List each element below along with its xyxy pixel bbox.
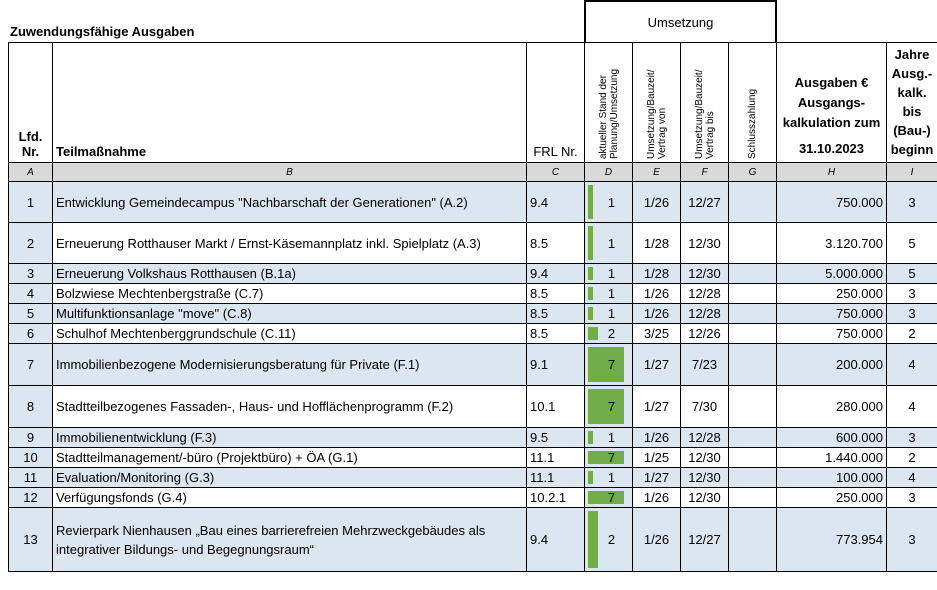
table-row [9, 304, 937, 324]
header-frl-nr[interactable]: FRL Nr. [527, 43, 585, 163]
col-letter-e: E [633, 163, 681, 182]
row-teilmassnahme[interactable]: Entwicklung Gemeindecampus "Nachbarschaft der Generationen" (A.2) [53, 182, 527, 223]
row-bis[interactable]: 12/26 [681, 324, 729, 344]
row-ausgaben[interactable]: 750.000 [777, 182, 887, 223]
row-ausgaben[interactable]: 280.000 [777, 386, 887, 428]
table-row [9, 223, 937, 264]
row-jahre[interactable]: 4 [887, 344, 937, 386]
row-teilmassnahme[interactable]: Immobilienbezogene Modernisierungsberatung für Private (F.1) [53, 344, 527, 386]
row-frl[interactable]: 11.1 [527, 468, 585, 488]
row-bis[interactable]: 12/30 [681, 223, 729, 264]
row-frl[interactable]: 9.4 [527, 508, 585, 572]
table-row [9, 264, 937, 284]
row-stand[interactable] [585, 182, 633, 223]
row-ausgaben[interactable]: 750.000 [777, 324, 887, 344]
table-row [9, 344, 937, 386]
col-letter-g: G [729, 163, 777, 182]
row-bis[interactable]: 12/30 [681, 448, 729, 468]
row-nr[interactable]: 3 [9, 264, 53, 284]
col-letter-f: F [681, 163, 729, 182]
stand-value: 7 [607, 450, 616, 465]
row-teilmassnahme[interactable]: Erneuerung Rotthauser Markt / Ernst-Käsemannplatz inkl. Spielplatz (A.3) [53, 223, 527, 264]
header-jahre[interactable]: Jahre Ausg.-kalk. bis (Bau-) beginn [887, 43, 937, 163]
row-teilmassnahme[interactable]: Verfügungsfonds (G.4) [53, 488, 527, 508]
col-letter-h: H [777, 163, 887, 182]
header-lfd-nr[interactable]: Lfd. Nr. [9, 43, 53, 163]
row-nr[interactable]: 7 [9, 344, 53, 386]
row-von[interactable]: 1/27 [633, 468, 681, 488]
row-stand[interactable] [585, 324, 633, 344]
row-frl[interactable]: 8.5 [527, 324, 585, 344]
row-von[interactable]: 1/28 [633, 264, 681, 284]
row-jahre[interactable]: 2 [887, 448, 937, 468]
umsetzung-label: Umsetzung [647, 15, 714, 30]
table-row [9, 468, 937, 488]
row-stand[interactable] [585, 488, 633, 508]
row-bis[interactable]: 12/28 [681, 284, 729, 304]
row-von[interactable]: 1/27 [633, 386, 681, 428]
row-schlusszahlung[interactable] [729, 284, 777, 304]
row-jahre[interactable]: 3 [887, 488, 937, 508]
stand-value: 7 [607, 399, 616, 414]
stand-value: 1 [607, 430, 616, 445]
row-stand[interactable] [585, 448, 633, 468]
budget-table [8, 42, 937, 572]
row-von[interactable]: 3/25 [633, 324, 681, 344]
row-bis[interactable]: 12/30 [681, 468, 729, 488]
row-teilmassnahme[interactable]: Schulhof Mechtenberggrundschule (C.11) [53, 324, 527, 344]
row-ausgaben[interactable]: 773.954 [777, 508, 887, 572]
row-jahre[interactable]: 5 [887, 223, 937, 264]
row-schlusszahlung[interactable] [729, 264, 777, 284]
row-bis[interactable]: 12/30 [681, 488, 729, 508]
row-nr[interactable]: 12 [9, 488, 53, 508]
row-von[interactable]: 1/27 [633, 344, 681, 386]
row-jahre[interactable]: 2 [887, 324, 937, 344]
row-bis[interactable]: 12/27 [681, 508, 729, 572]
row-stand[interactable] [585, 223, 633, 264]
header-stand[interactable]: aktueller Stand der Planung/Umsetzung [585, 43, 633, 163]
row-teilmassnahme[interactable]: Stadtteilmanagement/-büro (Projektbüro) + ÖA (G.1) [53, 448, 527, 468]
row-teilmassnahme[interactable]: Evaluation/Monitoring (G.3) [53, 468, 527, 488]
row-von[interactable]: 1/26 [633, 284, 681, 304]
row-bis[interactable]: 12/27 [681, 182, 729, 223]
row-jahre[interactable]: 3 [887, 182, 937, 223]
table-row [9, 284, 937, 304]
row-von[interactable]: 1/26 [633, 182, 681, 223]
row-jahre[interactable]: 3 [887, 428, 937, 448]
row-ausgaben[interactable]: 250.000 [777, 284, 887, 304]
row-jahre[interactable]: 3 [887, 284, 937, 304]
row-bis[interactable]: 12/28 [681, 304, 729, 324]
table-row [9, 324, 937, 344]
column-letter-row [9, 163, 937, 182]
row-teilmassnahme[interactable]: Erneuerung Volkshaus Rotthausen (B.1a) [53, 264, 527, 284]
row-ausgaben[interactable]: 200.000 [777, 344, 887, 386]
row-von[interactable]: 1/26 [633, 488, 681, 508]
stand-value: 1 [607, 235, 616, 251]
row-nr[interactable]: 13 [9, 508, 53, 572]
row-schlusszahlung[interactable] [729, 428, 777, 448]
stand-value: 7 [607, 490, 616, 505]
row-schlusszahlung[interactable] [729, 344, 777, 386]
row-nr[interactable]: 4 [9, 284, 53, 304]
row-jahre[interactable]: 5 [887, 264, 937, 284]
table-row [9, 428, 937, 448]
row-ausgaben[interactable]: 1.440.000 [777, 448, 887, 468]
row-stand[interactable] [585, 284, 633, 304]
row-schlusszahlung[interactable] [729, 386, 777, 428]
row-nr[interactable]: 5 [9, 304, 53, 324]
header-ausgaben[interactable]: Ausgaben € Ausgangs-kalkulation zum 31.10.2023 [777, 43, 887, 163]
row-teilmassnahme[interactable]: Revierpark Nienhausen „Bau eines barrierefreien Mehrzweckgebäudes als integrativer Bildungs- und Begegnungsraum“ [53, 508, 527, 572]
row-bis[interactable]: 12/28 [681, 428, 729, 448]
row-frl[interactable]: 9.1 [527, 344, 585, 386]
col-letter-d: D [585, 163, 633, 182]
row-frl[interactable]: 8.5 [527, 284, 585, 304]
stand-value: 1 [607, 266, 616, 281]
stand-value: 1 [607, 470, 616, 485]
row-frl[interactable]: 9.4 [527, 264, 585, 284]
row-ausgaben[interactable]: 100.000 [777, 468, 887, 488]
row-nr[interactable]: 10 [9, 448, 53, 468]
row-stand[interactable] [585, 386, 633, 428]
row-stand[interactable] [585, 468, 633, 488]
row-von[interactable]: 1/25 [633, 448, 681, 468]
row-schlusszahlung[interactable] [729, 468, 777, 488]
row-schlusszahlung[interactable] [729, 488, 777, 508]
header-von[interactable]: Umsetzung/Bauzeit/ Vertrag von [633, 43, 681, 163]
col-letter-c: C [527, 163, 585, 182]
row-ausgaben[interactable]: 250.000 [777, 488, 887, 508]
row-frl[interactable]: 11.1 [527, 448, 585, 468]
row-nr[interactable]: 6 [9, 324, 53, 344]
row-teilmassnahme[interactable]: Multifunktionsanlage "move" (C.8) [53, 304, 527, 324]
row-schlusszahlung[interactable] [729, 223, 777, 264]
row-teilmassnahme[interactable]: Stadtteilbezogenes Fassaden-, Haus- und Hofflächenprogramm (F.2) [53, 386, 527, 428]
row-schlusszahlung[interactable] [729, 508, 777, 572]
row-nr[interactable]: 8 [9, 386, 53, 428]
row-schlusszahlung[interactable] [729, 304, 777, 324]
row-stand[interactable] [585, 264, 633, 284]
row-bis[interactable]: 7/23 [681, 344, 729, 386]
header-row [9, 43, 937, 163]
row-nr[interactable]: 2 [9, 223, 53, 264]
row-ausgaben[interactable]: 600.000 [777, 428, 887, 448]
col-letter-b: B [53, 163, 527, 182]
umsetzung-group-header [584, 0, 777, 42]
row-frl[interactable]: 10.1 [527, 386, 585, 428]
table-row [9, 386, 937, 428]
col-letter-a: A [9, 163, 53, 182]
row-jahre[interactable]: 3 [887, 508, 937, 572]
sheet-title: Zuwendungsfähige Ausgaben [10, 24, 195, 39]
row-schlusszahlung[interactable] [729, 448, 777, 468]
row-bis[interactable]: 7/30 [681, 386, 729, 428]
row-frl[interactable]: 8.5 [527, 223, 585, 264]
row-teilmassnahme[interactable]: Bolzwiese Mechtenbergstraße (C.7) [53, 284, 527, 304]
stand-value: 1 [607, 286, 616, 301]
row-jahre[interactable]: 4 [887, 386, 937, 428]
header-schlusszahlung[interactable]: Schlusszahlung [729, 43, 777, 163]
table-row [9, 448, 937, 468]
row-von[interactable]: 1/26 [633, 508, 681, 572]
row-stand[interactable] [585, 428, 633, 448]
row-von[interactable]: 1/28 [633, 223, 681, 264]
row-frl[interactable]: 8.5 [527, 304, 585, 324]
row-nr[interactable]: 1 [9, 182, 53, 223]
row-frl[interactable]: 10.2.1 [527, 488, 585, 508]
row-stand[interactable] [585, 344, 633, 386]
row-frl[interactable]: 9.4 [527, 182, 585, 223]
row-schlusszahlung[interactable] [729, 324, 777, 344]
row-von[interactable]: 1/26 [633, 304, 681, 324]
header-teilmassnahme[interactable]: Teilmaßnahme [53, 43, 527, 163]
table-body [9, 182, 937, 572]
table-row [9, 508, 937, 572]
row-nr[interactable]: 11 [9, 468, 53, 488]
stand-value: 1 [607, 194, 616, 210]
row-jahre[interactable]: 3 [887, 304, 937, 324]
row-ausgaben[interactable]: 750.000 [777, 304, 887, 324]
row-jahre[interactable]: 4 [887, 468, 937, 488]
stand-value: 2 [607, 532, 616, 547]
header-bis[interactable]: Umsetzung/Bauzeit/ Vertrag bis [681, 43, 729, 163]
row-stand[interactable] [585, 304, 633, 324]
col-letter-i: I [887, 163, 937, 182]
table-row [9, 488, 937, 508]
row-von[interactable]: 1/26 [633, 428, 681, 448]
table-row [9, 182, 937, 223]
row-ausgaben[interactable]: 5.000.000 [777, 264, 887, 284]
row-frl[interactable]: 9.5 [527, 428, 585, 448]
row-nr[interactable]: 9 [9, 428, 53, 448]
row-bis[interactable]: 12/30 [681, 264, 729, 284]
stand-value: 2 [607, 326, 616, 341]
stand-value: 1 [607, 306, 616, 321]
row-teilmassnahme[interactable]: Immobilienentwicklung (F.3) [53, 428, 527, 448]
stand-value: 7 [607, 357, 616, 372]
row-schlusszahlung[interactable] [729, 182, 777, 223]
row-ausgaben[interactable]: 3.120.700 [777, 223, 887, 264]
row-stand[interactable] [585, 508, 633, 572]
